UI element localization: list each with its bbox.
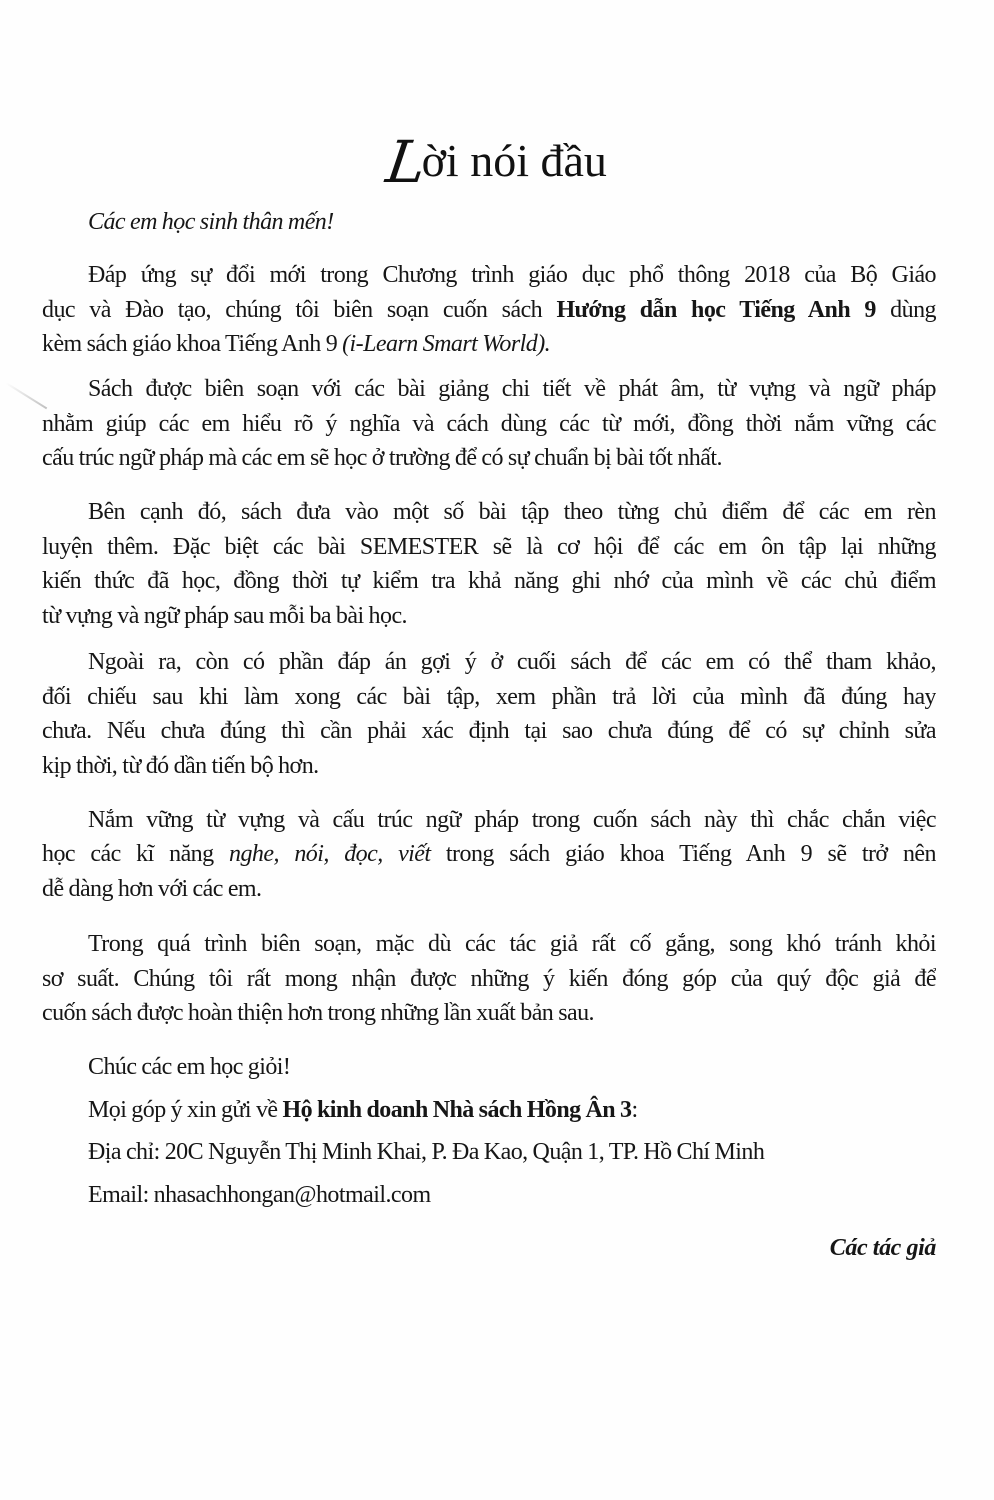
email-line: Email: nhasachhongan@hotmail.com [88,1182,431,1208]
p5-line-3: dễ dàng hơn với các em. [42,876,262,902]
p4-line-3: chưa. Nếu chưa đúng thì cần phải xác định tại sao chưa đúng để có sự chỉnh sửa [42,718,936,744]
title-rest: ời nói đầu [421,135,607,186]
p1-line-1: Đáp ứng sự đổi mới trong Chương trình giáo dục phổ thông 2018 của Bộ Giáo [88,262,936,288]
p3-line-3: kiến thức đã học, đồng thời tự kiểm tra khả năng ghi nhớ của mình về các chủ điểm [42,568,936,594]
book-title-bold: Hướng dẫn học Tiếng Anh 9 [556,297,876,323]
contact-name: Hộ kinh doanh Nhà sách Hồng Ân 3 [282,1097,632,1123]
p6-line-1: Trong quá trình biên soạn, mặc dù các tác giả rất cố gắng, song khó tránh khỏi [88,931,936,957]
p2-line-1: Sách được biên soạn với các bài giảng chi tiết về phát âm, từ vựng và ngữ pháp [88,376,936,402]
p1-line-3-text: kèm sách giáo khoa Tiếng Anh 9 [42,331,343,357]
p3-line-2: luyện thêm. Đặc biệt các bài SEMESTER sẽ là cơ hội để các em ôn tập lại những [42,534,936,560]
p5-line-1: Nắm vững từ vựng và cấu trúc ngữ pháp trong cuốn sách này thì chắc chắn việc [88,807,936,833]
p4-line-1: Ngoài ra, còn có phần đáp án gợi ý ở cuối sách để các em có thể tham khảo, [88,649,936,675]
p1-line-2-tail: dùng [875,297,936,323]
p4-line-2: đối chiếu sau khi làm xong các bài tập, xem phần trả lời của mình đã đúng hay [42,684,936,710]
p5-line-2-tail: trong sách giáo khoa Tiếng Anh 9 sẽ trở nên [430,841,936,867]
contact-prefix: Mọi góp ý xin gửi về [88,1097,283,1123]
page-title [0,128,994,196]
contact-line [88,1095,936,1125]
p4-line-4: kịp thời, từ đó dần tiến bộ hơn. [42,753,319,779]
p2-line-3: cấu trúc ngữ pháp mà các em sẽ học ở trường để có sự chuẩn bị bài tốt nhất. [42,445,722,471]
page-mark [5,382,47,409]
p6-line-2: sơ suất. Chúng tôi rất mong nhận được những ý kiến đóng góp của quý độc giả để [42,966,936,992]
skills-italic: nghe, nói, đọc, viết [229,841,431,867]
p3-line-1: Bên cạnh đó, sách đưa vào một số bài tập theo từng chủ điểm để các em rèn [88,499,936,525]
p6-line-3: cuốn sách được hoàn thiện hơn trong những lần xuất bản sau. [42,1000,594,1026]
closing-wish: Chúc các em học giỏi! [88,1054,291,1080]
p3-line-4: từ vựng và ngữ pháp sau mỗi ba bài học. [42,603,407,629]
textbook-series-italic: (i-Learn Smart World). [342,331,551,357]
greeting: Các em học sinh thân mến! [88,209,334,235]
signature: Các tác giả [829,1235,936,1261]
p5-line-2-text: học các kĩ năng [42,841,229,867]
contact-suffix: : [631,1097,638,1123]
p1-line-2 [42,295,936,325]
p2-line-2: nhằm giúp các em hiểu rõ ý nghĩa và cách dùng các từ mới, đồng thời nắm vững các [42,411,936,437]
p5-line-2 [42,839,936,869]
p1-line-2-text: dục và Đào tạo, chúng tôi biên soạn cuốn sách [42,297,557,323]
address-line: Địa chỉ: 20C Nguyễn Thị Minh Khai, P. Đa Kao, Quận 1, TP. Hồ Chí Minh [88,1139,765,1165]
p1-line-3 [42,329,936,359]
title-initial: L [382,128,431,196]
